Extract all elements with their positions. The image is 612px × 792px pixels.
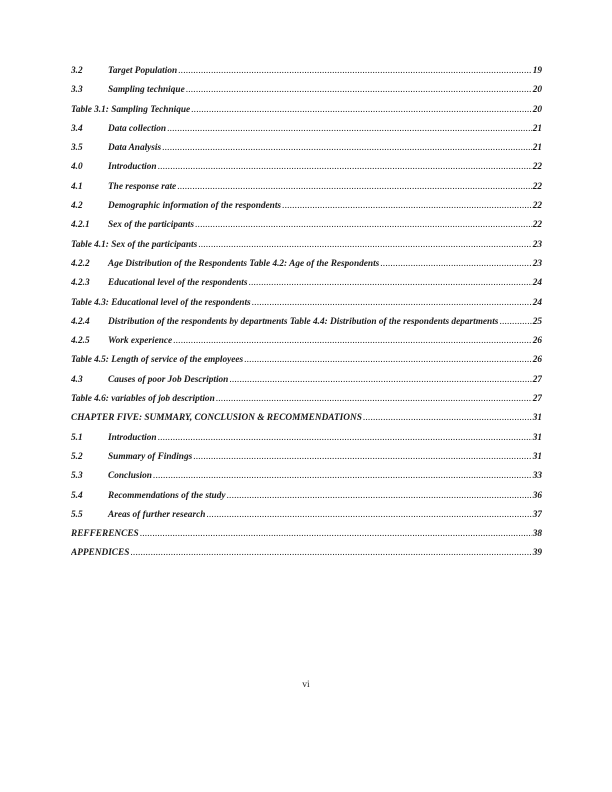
- toc-entry[interactable]: [71, 259, 542, 278]
- toc-entry-page[interactable]: 36: [532, 490, 542, 501]
- toc-entry-title[interactable]: Causes of poor Job Description: [108, 374, 229, 385]
- toc-entry-number: 5.3: [71, 471, 83, 482]
- toc-entry-page[interactable]: 23: [532, 239, 542, 250]
- toc-entry[interactable]: [71, 433, 542, 452]
- dot-leader: [140, 529, 532, 539]
- toc-entry-title[interactable]: Data collection: [108, 123, 167, 134]
- toc-entry-title[interactable]: Distribution of the respondents by departments Table 4.4: Distribution of the respondents departments: [108, 316, 499, 327]
- toc-entry-title[interactable]: REFFERENCES: [71, 529, 139, 540]
- toc-entry-title[interactable]: Table 4.6: variables of job description: [71, 394, 215, 405]
- toc-entry-title[interactable]: Table 4.5: Length of service of the employees: [71, 355, 244, 366]
- toc-entry-title[interactable]: Introduction: [108, 162, 157, 173]
- toc-entry-number: 5.2: [71, 451, 83, 462]
- toc-entry[interactable]: [71, 529, 542, 548]
- toc-entry-title[interactable]: Table 3.1: Sampling Technique: [71, 104, 191, 115]
- toc-entry-page[interactable]: 38: [532, 529, 542, 540]
- toc-entry[interactable]: [71, 548, 542, 567]
- table-of-contents: [71, 66, 542, 568]
- toc-entry-page[interactable]: 22: [532, 162, 542, 173]
- toc-entry-number: 4.2.4: [71, 316, 90, 327]
- dot-leader: [158, 433, 532, 443]
- toc-entry-number: 5.4: [71, 490, 83, 501]
- dot-leader: [499, 317, 531, 327]
- toc-entry-number: 5.5: [71, 509, 83, 520]
- dot-leader: [191, 105, 532, 115]
- toc-entry-number: 4.2.3: [71, 278, 90, 289]
- toc-entry-page[interactable]: 31: [532, 432, 542, 443]
- toc-entry-page[interactable]: 26: [532, 336, 542, 347]
- dot-leader: [162, 143, 532, 153]
- toc-entry[interactable]: [71, 510, 542, 529]
- toc-entry-page[interactable]: 39: [532, 548, 542, 559]
- toc-entry[interactable]: [71, 182, 542, 201]
- toc-entry-page[interactable]: 22: [532, 201, 542, 212]
- dot-leader: [380, 259, 531, 269]
- toc-entry-title[interactable]: Summary of Findings: [108, 451, 193, 462]
- toc-entry[interactable]: [71, 220, 542, 239]
- toc-entry-title[interactable]: Table 4.3: Educational level of the respondents: [71, 297, 251, 308]
- toc-entry-page[interactable]: 37: [532, 509, 542, 520]
- toc-entry-title[interactable]: Work experience: [108, 336, 173, 347]
- toc-entry-title[interactable]: Areas of further research: [108, 509, 206, 520]
- dot-leader: [195, 220, 532, 230]
- toc-entry-page[interactable]: 31: [532, 413, 542, 424]
- toc-entry-page[interactable]: 20: [532, 85, 542, 96]
- toc-entry-title[interactable]: Conclusion: [108, 471, 152, 482]
- toc-entry-number: 4.3: [71, 374, 83, 385]
- toc-entry-page[interactable]: 25: [532, 316, 542, 327]
- toc-entry[interactable]: [71, 298, 542, 317]
- dot-leader: [227, 491, 532, 501]
- toc-entry-title[interactable]: Introduction: [108, 432, 157, 443]
- toc-entry-page[interactable]: 21: [532, 143, 542, 154]
- toc-entry[interactable]: [71, 85, 542, 104]
- toc-entry-page[interactable]: 31: [532, 451, 542, 462]
- toc-entry-page[interactable]: 24: [532, 278, 542, 289]
- toc-entry[interactable]: [71, 66, 542, 85]
- toc-entry-number: 3.2: [71, 66, 83, 76]
- toc-entry[interactable]: [71, 124, 542, 143]
- dot-leader: [282, 201, 532, 211]
- toc-entry-number: 4.1: [71, 181, 83, 192]
- toc-entry[interactable]: [71, 394, 542, 413]
- toc-entry[interactable]: [71, 278, 542, 297]
- toc-entry[interactable]: [71, 413, 542, 432]
- toc-entry-title[interactable]: Data Analysis: [108, 143, 162, 154]
- dot-leader: [173, 336, 532, 346]
- dot-leader: [248, 278, 531, 288]
- toc-entry-page[interactable]: 23: [532, 258, 542, 269]
- dot-leader: [206, 510, 531, 520]
- toc-entry[interactable]: [71, 162, 542, 181]
- toc-entry-page[interactable]: 19: [532, 66, 542, 76]
- toc-entry-title[interactable]: Age Distribution of the Respondents Table 4.2: Age of the Respondents: [108, 258, 380, 269]
- toc-entry[interactable]: [71, 143, 542, 162]
- toc-entry-number: 4.2.1: [71, 220, 90, 231]
- toc-entry[interactable]: [71, 375, 542, 394]
- toc-entry-number: 4.2.5: [71, 336, 90, 347]
- dot-leader: [229, 375, 531, 385]
- toc-entry-number: 3.5: [71, 143, 83, 154]
- dot-leader: [193, 452, 531, 462]
- dot-leader: [153, 471, 532, 481]
- dot-leader: [244, 355, 532, 365]
- toc-entry[interactable]: [71, 471, 542, 490]
- toc-entry-number: 3.4: [71, 123, 83, 134]
- toc-entry-page[interactable]: 20: [532, 104, 542, 115]
- toc-entry-title[interactable]: Educational level of the respondents: [108, 278, 248, 289]
- toc-entry-title[interactable]: The response rate: [108, 181, 177, 192]
- dot-leader: [363, 413, 532, 423]
- dot-leader: [158, 162, 532, 172]
- toc-entry-title[interactable]: Target Population: [108, 66, 178, 76]
- dot-leader: [178, 66, 532, 76]
- toc-entry[interactable]: [71, 336, 542, 355]
- toc-entry-page[interactable]: 27: [532, 374, 542, 385]
- toc-entry-number: 4.2: [71, 201, 83, 212]
- toc-entry-number: 4.0: [71, 162, 83, 173]
- dot-leader: [198, 240, 532, 250]
- toc-entry-title[interactable]: Table 4.1: Sex of the participants: [71, 239, 198, 250]
- toc-entry-page[interactable]: 22: [532, 181, 542, 192]
- toc-entry[interactable]: [71, 355, 542, 374]
- toc-entry[interactable]: [71, 201, 542, 220]
- toc-entry-number: 3.3: [71, 85, 83, 96]
- toc-entry-number: 4.2.2: [71, 258, 90, 269]
- toc-entry-page[interactable]: 21: [532, 123, 542, 134]
- toc-entry-page[interactable]: 27: [532, 394, 542, 405]
- toc-entry-number: 5.1: [71, 432, 83, 443]
- dot-leader: [216, 394, 532, 404]
- dot-leader: [177, 182, 532, 192]
- dot-leader: [252, 298, 532, 308]
- toc-entry-title[interactable]: Demographic information of the respondents: [108, 201, 282, 212]
- toc-entry-title[interactable]: Recommendations of the study: [108, 490, 226, 501]
- dot-leader: [167, 124, 532, 134]
- toc-entry-title[interactable]: Sampling technique: [108, 85, 185, 96]
- toc-entry-page[interactable]: 24: [532, 297, 542, 308]
- toc-entry-title[interactable]: CHAPTER FIVE: SUMMARY, CONCLUSION & RECOMMENDATIONS: [71, 413, 362, 424]
- toc-entry-page[interactable]: 33: [532, 471, 542, 482]
- toc-entry[interactable]: [71, 240, 542, 259]
- toc-entry-page[interactable]: 22: [532, 220, 542, 231]
- dot-leader: [186, 85, 532, 95]
- toc-entry-title[interactable]: Sex of the participants: [108, 220, 195, 231]
- toc-entry[interactable]: [71, 452, 542, 471]
- toc-entry[interactable]: [71, 317, 542, 336]
- dot-leader: [130, 548, 531, 558]
- toc-entry[interactable]: [71, 491, 542, 510]
- toc-entry[interactable]: [71, 105, 542, 124]
- toc-entry-page[interactable]: 26: [532, 355, 542, 366]
- toc-entry-title[interactable]: APPENDICES: [71, 548, 130, 559]
- page-number: vi: [302, 680, 310, 690]
